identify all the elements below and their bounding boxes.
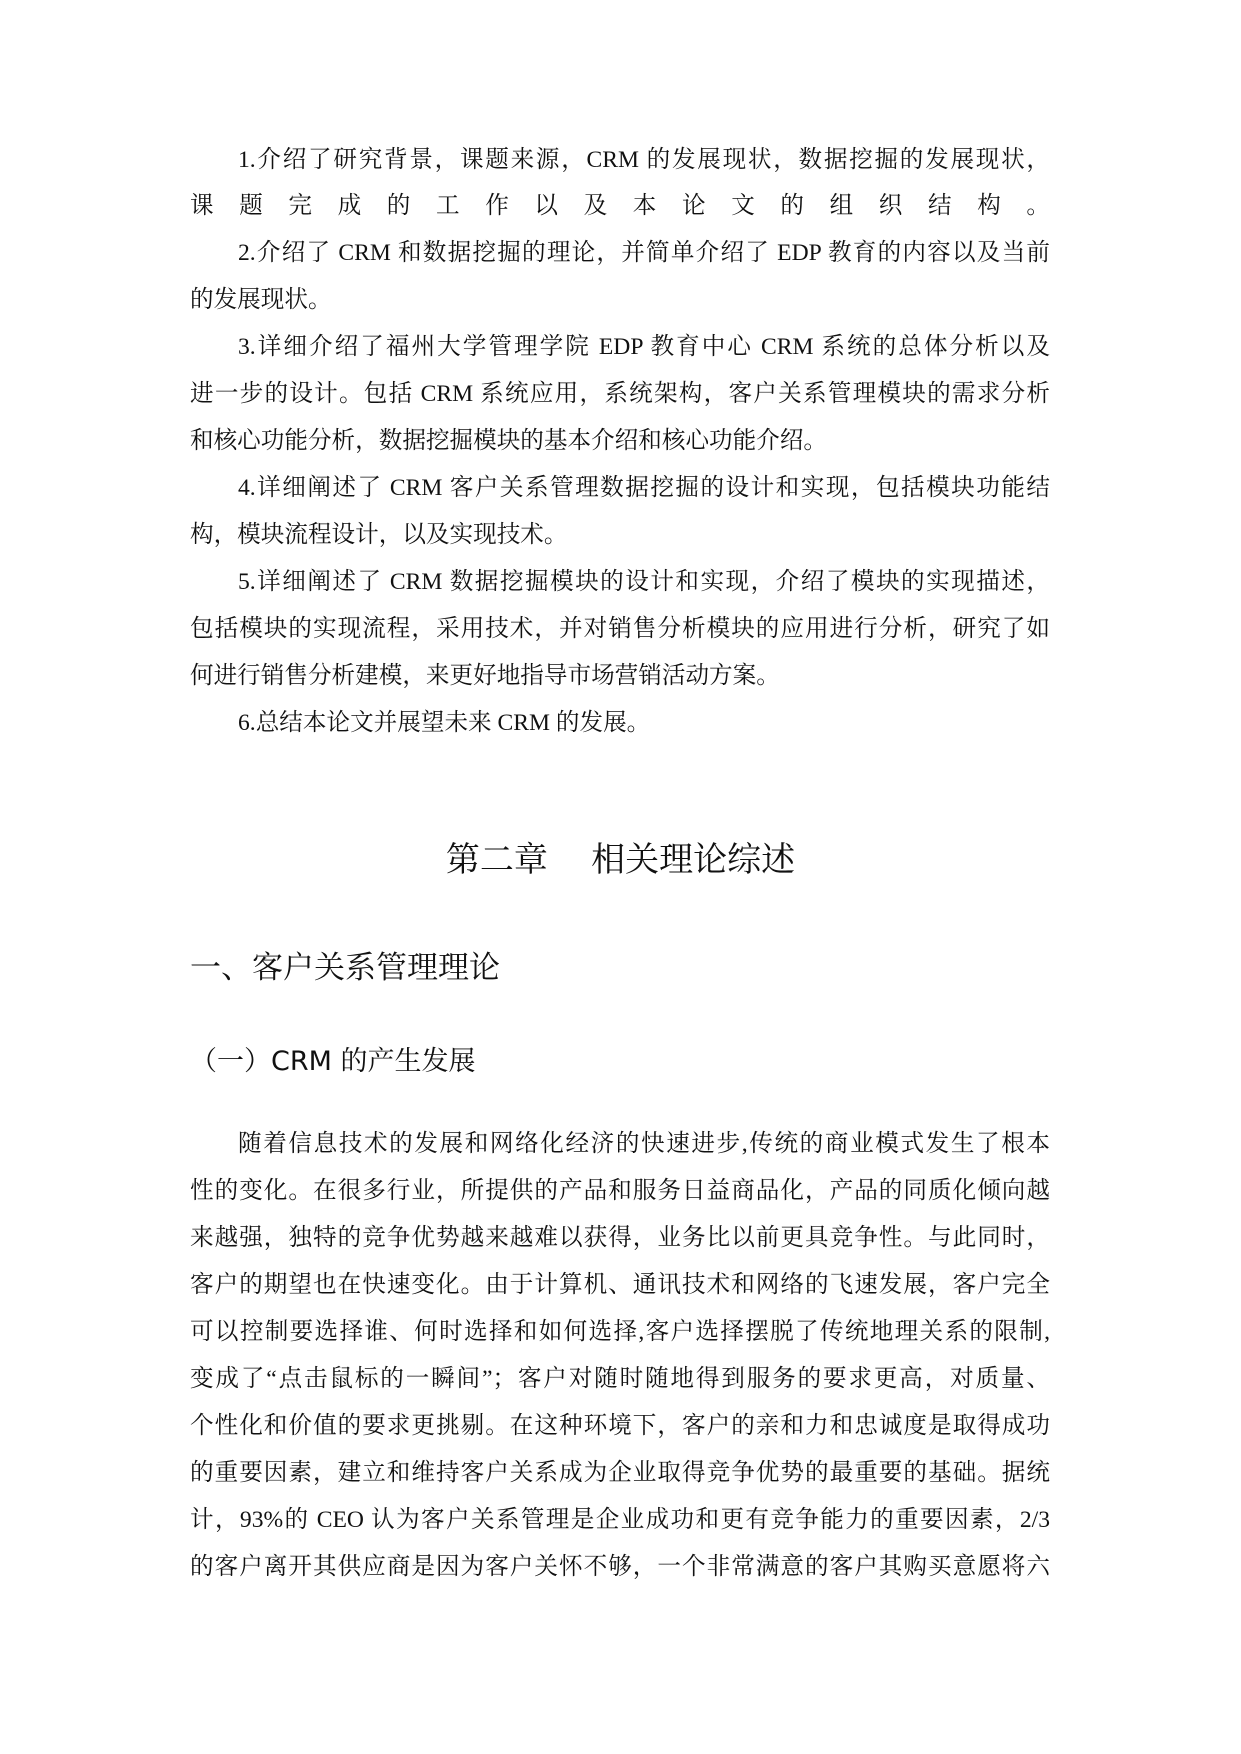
subsection-title: （一）CRM 的产生发展 [190, 1046, 476, 1077]
body-line: 性的变化。在很多行业，所提供的产品和服务日益商品化，产品的同质化倾向越 [190, 1178, 1050, 1204]
body-line: 随着信息技术的发展和网络化经济的快速进步,传统的商业模式发生了根本 [238, 1131, 1050, 1157]
body-line: 个性化和价值的要求更挑剔。在这种环境下，客户的亲和力和忠诚度是取得成功 [190, 1413, 1050, 1439]
body-line: 可以控制要选择谁、何时选择和如何选择,客户选择摆脱了传统地理关系的限制, [190, 1319, 1050, 1345]
summary-line: 何进行销售分析建模，来更好地指导市场营销活动方案。 [190, 663, 780, 689]
section-title: 一、客户关系管理理论 [190, 950, 500, 986]
summary-line: 6.总结本论文并展望未来 CRM 的发展。 [238, 710, 651, 736]
summary-line: 进一步的设计。包括 CRM 系统应用，系统架构，客户关系管理模块的需求分析 [190, 381, 1050, 407]
body-line: 计，93%的 CEO 认为客户关系管理是企业成功和更有竞争能力的重要因素，2/3 [190, 1507, 1050, 1533]
summary-line: 4.详细阐述了 CRM 客户关系管理数据挖掘的设计和实现，包括模块功能结 [238, 475, 1050, 501]
chapter-title: 第二章 相关理论综述 [445, 840, 796, 880]
body-line: 来越强，独特的竞争优势越来越难以获得，业务比以前更具竞争性。与此同时， [190, 1225, 1050, 1251]
summary-line: 构，模块流程设计，以及实现技术。 [190, 522, 568, 548]
summary-line: 5.详细阐述了 CRM 数据挖掘模块的设计和实现，介绍了模块的实现描述， [238, 569, 1050, 595]
body-line: 变成了“点击鼠标的一瞬间”；客户对随时随地得到服务的要求更高，对质量、 [190, 1366, 1050, 1392]
summary-line: 和核心功能分析，数据挖掘模块的基本介绍和核心功能介绍。 [190, 428, 828, 454]
body-line: 客户的期望也在快速变化。由于计算机、通讯技术和网络的飞速发展，客户完全 [190, 1272, 1050, 1298]
summary-line: 包括模块的实现流程，采用技术，并对销售分析模块的应用进行分析，研究了如 [190, 616, 1050, 642]
summary-line: 2.介绍了 CRM 和数据挖掘的理论，并简单介绍了 EDP 教育的内容以及当前 [238, 240, 1050, 266]
summary-line: 1.介绍了研究背景，课题来源，CRM 的发展现状，数据挖掘的发展现状， [238, 147, 1050, 173]
summary-line: 3.详细介绍了福州大学管理学院 EDP 教育中心 CRM 系统的总体分析以及 [238, 334, 1050, 360]
summary-line: 的发展现状。 [190, 287, 332, 313]
summary-line: 课题完成的工作以及本论文的组织结构。 [190, 193, 1050, 219]
body-line: 的重要因素，建立和维持客户关系成为企业取得竞争优势的最重要的基础。据统 [190, 1460, 1050, 1486]
body-line: 的客户离开其供应商是因为客户关怀不够，一个非常满意的客户其购买意愿将六 [190, 1554, 1050, 1580]
